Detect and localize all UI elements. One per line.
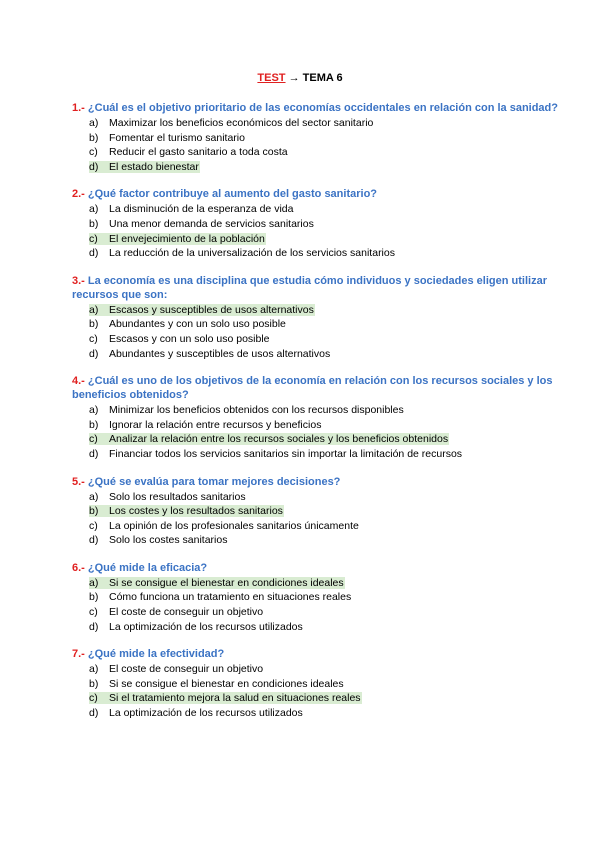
option-letter: c) — [89, 692, 98, 705]
answer-option-correct — [72, 160, 572, 175]
answer-option — [72, 519, 572, 534]
question-label: ¿Qué mide la efectividad? — [87, 648, 225, 661]
answer-option — [72, 490, 572, 505]
option-text: Minimizar los beneficios obtenidos con los recursos disponibles — [109, 404, 404, 417]
answer-option — [72, 202, 572, 217]
option-letter: a) — [89, 663, 99, 676]
option-highlight — [89, 348, 331, 360]
page-title — [0, 72, 600, 84]
answer-option-correct — [72, 691, 572, 706]
option-letter: d) — [89, 247, 99, 260]
option-text: Financiar todos los servicios sanitarios sin importar la limitación de recursos — [109, 447, 463, 460]
option-text: Solo los costes sanitarios — [109, 534, 228, 547]
question-label: ¿Cuál es uno de los objetivos de la economía en relación con los recursos sociales y los beneficios obtenidos? — [72, 375, 553, 402]
option-text: Cómo funciona un tratamiento en situaciones reales — [109, 591, 352, 604]
question-label: ¿Qué mide la eficacia? — [87, 561, 208, 574]
option-highlight — [89, 146, 289, 158]
question-text — [72, 561, 572, 575]
question-label: ¿Cuál es el objetivo prioritario de las economías occidentales en relación con la sanidad? — [87, 102, 558, 114]
option-letter: a) — [89, 117, 99, 129]
option-text: Si el tratamiento mejora la salud en situaciones reales — [109, 692, 361, 705]
answer-option — [72, 403, 572, 418]
option-letter: b) — [89, 505, 99, 518]
option-text: El coste de conseguir un objetivo — [109, 606, 264, 619]
question-block — [72, 647, 572, 720]
option-highlight — [89, 663, 264, 675]
title-tema: TEMA 6 — [302, 72, 343, 84]
question-number: 6.- — [72, 561, 85, 574]
option-highlight — [89, 491, 247, 503]
option-letter: c) — [89, 146, 98, 159]
option-letter: a) — [89, 490, 99, 503]
option-text: Solo los resultados sanitarios — [109, 490, 246, 503]
option-text: El estado bienestar — [109, 160, 199, 173]
option-highlight — [89, 247, 396, 259]
option-highlight — [89, 161, 200, 173]
option-highlight — [89, 132, 246, 144]
option-highlight — [89, 505, 284, 517]
option-text: La optimización de los recursos utilizados — [109, 620, 303, 633]
answer-option — [72, 447, 572, 462]
question-number: 2.- — [72, 188, 85, 201]
option-highlight — [89, 333, 271, 345]
option-text: La reducción de la universalización de los servicios sanitarios — [109, 247, 395, 260]
option-highlight — [89, 621, 304, 633]
option-text: Abundantes y susceptibles de usos alternativos — [109, 347, 331, 360]
option-letter: a) — [89, 203, 99, 216]
option-letter: d) — [89, 347, 99, 360]
option-highlight — [89, 233, 266, 245]
answer-option — [72, 418, 572, 433]
option-highlight — [89, 117, 374, 129]
question-text — [72, 274, 572, 302]
answer-option-correct — [72, 576, 572, 591]
question-block — [72, 101, 572, 174]
answer-option — [72, 145, 572, 160]
question-label: La economía es una disciplina que estudia cómo individuos y sociedades eligen utilizar recursos que son: — [72, 274, 547, 301]
option-letter: c) — [89, 332, 98, 345]
option-letter: b) — [89, 318, 99, 331]
question-block — [72, 187, 572, 260]
question-block — [72, 374, 572, 461]
option-letter: a) — [89, 303, 99, 316]
question-label: ¿Qué factor contribuye al aumento del gasto sanitario? — [87, 188, 378, 201]
option-letter: d) — [89, 534, 99, 547]
option-letter: b) — [89, 217, 99, 230]
option-highlight — [89, 692, 362, 704]
option-text: El envejecimiento de la población — [109, 232, 265, 245]
option-text: Abundantes y con un solo uso posible — [109, 318, 286, 331]
option-text: Analizar la relación entre los recursos sociales y los beneficios obtenidos — [109, 433, 449, 446]
question-text — [72, 187, 572, 201]
option-text: La disminución de la esperanza de vida — [109, 203, 294, 216]
question-label: ¿Qué se evalúa para tomar mejores decisiones? — [87, 475, 341, 488]
question-number: 1.- — [72, 102, 85, 114]
question-list — [72, 101, 572, 734]
question-text — [72, 475, 572, 489]
answer-option — [72, 677, 572, 692]
option-highlight — [89, 520, 360, 532]
answer-option — [72, 620, 572, 635]
option-text: Ignorar la relación entre recursos y beneficios — [109, 418, 322, 431]
option-highlight — [89, 304, 315, 316]
option-highlight — [89, 534, 228, 546]
option-text: La optimización de los recursos utilizados — [109, 707, 303, 720]
option-highlight — [89, 419, 322, 431]
option-text: Fomentar el turismo sanitario — [109, 131, 245, 144]
option-highlight — [89, 433, 449, 445]
answer-option — [72, 605, 572, 620]
question-block — [72, 561, 572, 634]
option-letter: c) — [89, 433, 98, 446]
option-highlight — [89, 404, 405, 416]
option-letter: a) — [89, 576, 99, 589]
option-letter: b) — [89, 591, 99, 604]
title-test: TEST — [257, 72, 286, 84]
answer-option — [72, 217, 572, 232]
option-highlight — [89, 591, 352, 603]
question-number: 3.- — [72, 274, 85, 287]
answer-option — [72, 706, 572, 721]
answer-option — [72, 533, 572, 548]
question-number: 5.- — [72, 475, 85, 488]
option-text: Si se consigue el bienestar en condiciones ideales — [109, 677, 344, 690]
option-highlight — [89, 203, 294, 215]
question-block — [72, 475, 572, 548]
question-text — [72, 647, 572, 661]
answer-option — [72, 131, 572, 146]
answer-option — [72, 246, 572, 261]
option-text: Reducir el gasto sanitario a toda costa — [109, 146, 288, 159]
option-highlight — [89, 707, 304, 719]
option-text: Los costes y los resultados sanitarios — [109, 505, 283, 518]
option-letter: d) — [89, 620, 99, 633]
option-highlight — [89, 318, 287, 330]
option-letter: b) — [89, 418, 99, 431]
option-highlight — [89, 678, 345, 690]
question-block — [72, 274, 572, 361]
option-text: Escasos y con un solo uso posible — [109, 332, 270, 345]
option-text: Si se consigue el bienestar en condiciones ideales — [109, 576, 344, 589]
answer-option — [72, 116, 572, 131]
question-text — [72, 374, 572, 402]
option-highlight — [89, 218, 315, 230]
option-letter: c) — [89, 519, 98, 532]
option-text: Escasos y susceptibles de usos alternativos — [109, 303, 314, 316]
option-letter: b) — [89, 131, 99, 144]
question-number: 4.- — [72, 375, 85, 388]
option-text: Maximizar los beneficios económicos del sector sanitario — [109, 117, 374, 129]
option-letter: b) — [89, 677, 99, 690]
question-text — [72, 101, 572, 115]
answer-option-correct — [72, 303, 572, 318]
answer-option-correct — [72, 232, 572, 247]
answer-option-correct — [72, 504, 572, 519]
answer-option — [72, 317, 572, 332]
question-number: 7.- — [72, 648, 85, 661]
option-letter: d) — [89, 447, 99, 460]
option-letter: a) — [89, 404, 99, 417]
option-letter: d) — [89, 160, 99, 173]
answer-option — [72, 662, 572, 677]
option-highlight — [89, 606, 264, 618]
option-text: La opinión de los profesionales sanitarios únicamente — [109, 519, 359, 532]
title-arrow: → — [285, 72, 303, 84]
option-text: Una menor demanda de servicios sanitarios — [109, 217, 314, 230]
answer-option — [72, 332, 572, 347]
option-letter: c) — [89, 232, 98, 245]
option-text: El coste de conseguir un objetivo — [109, 663, 264, 676]
answer-option — [72, 590, 572, 605]
answer-option-correct — [72, 432, 572, 447]
option-letter: c) — [89, 606, 98, 619]
answer-option — [72, 347, 572, 362]
option-letter: d) — [89, 707, 99, 720]
option-highlight — [89, 577, 345, 589]
option-highlight — [89, 448, 463, 460]
